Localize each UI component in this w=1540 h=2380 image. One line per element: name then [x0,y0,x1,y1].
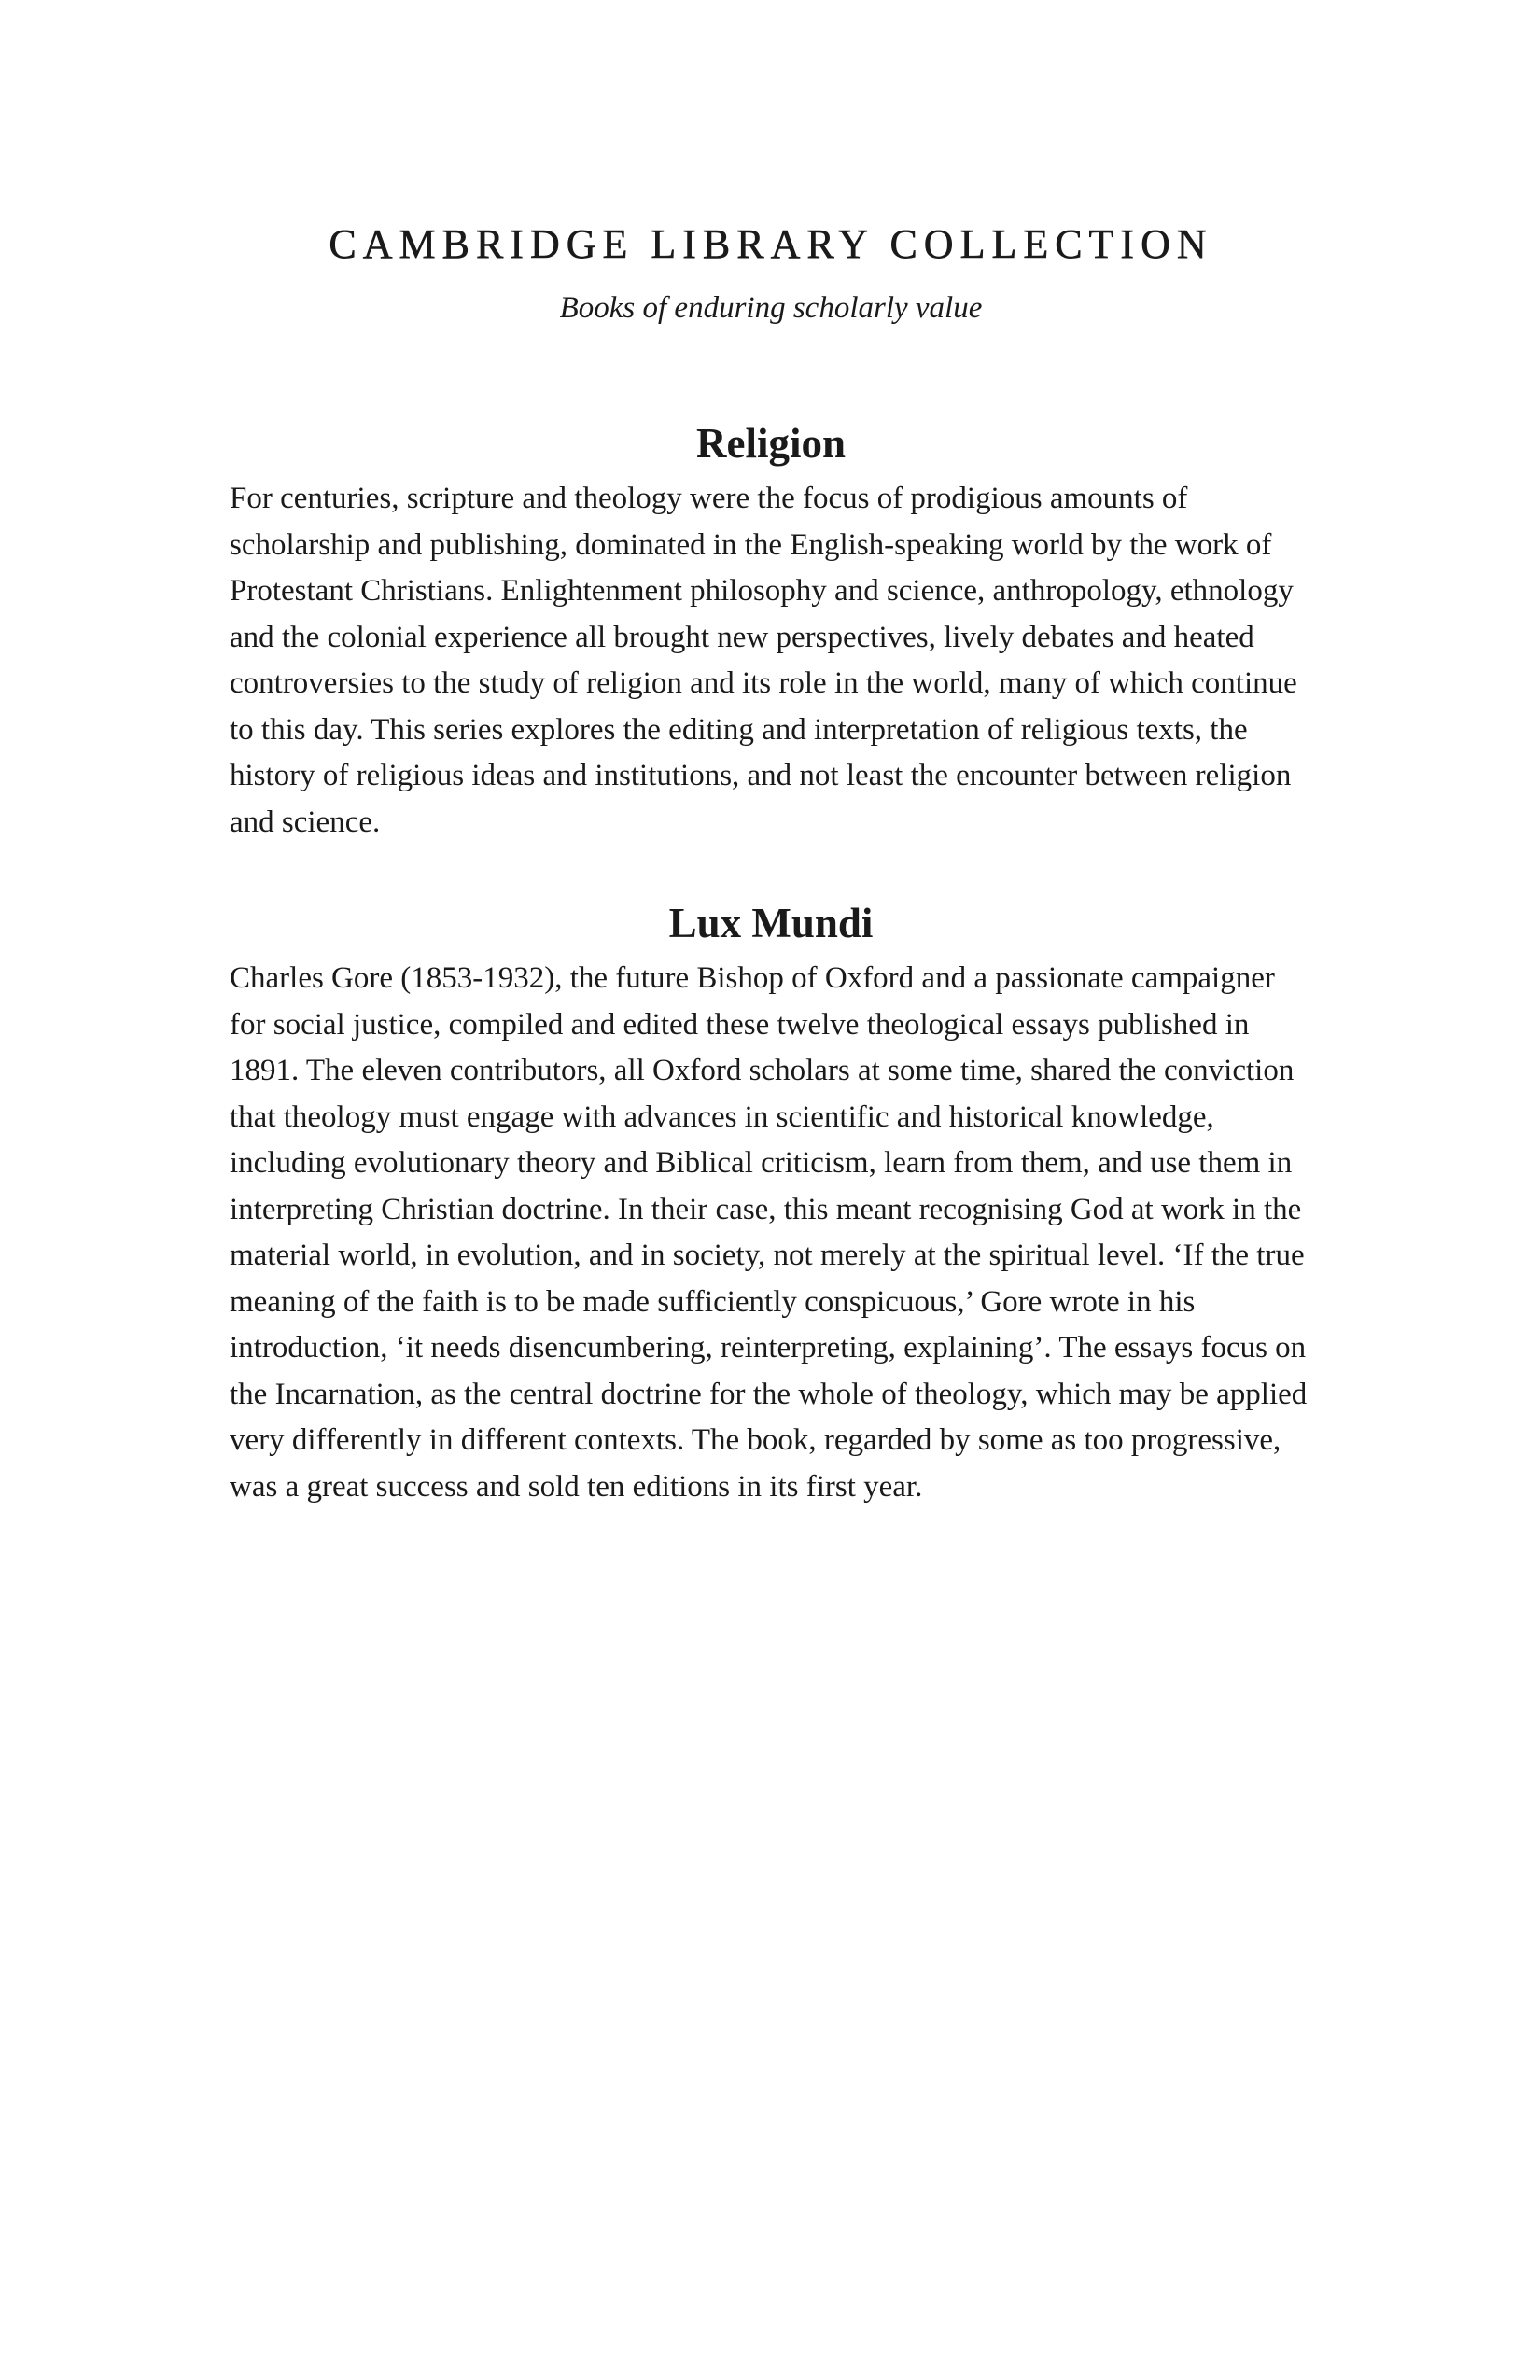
section-lux-mundi [230,898,1312,1510]
page-content [230,220,1312,1510]
section-religion [230,418,1312,846]
series-subtitle: Books of enduring scholarly value [559,290,983,325]
section-heading-lux-mundi: Lux Mundi [668,900,874,947]
section-body-lux-mundi: Charles Gore (1853-1932), the future Bishop of Oxford and a passionate campaigner for social justice, compiled and edited these twelve theological essays published in 1891. The eleven contributors, all Oxford scholars at some time, shared the conviction that theology must engage with advances in scientific and historical knowledge, including evolutionary theory and Biblical criticism, learn from them, and use them in interpreting Christian doctrine. In their case, this meant recognising God at work in the material world, in evolution, and in society, not merely at the spiritual level. ‘If the true meaning of the faith is to be made sufficiently conspicuous,’ Gore wrote in his introduction, ‘it needs disencumbering, reinterpreting, explaining’. The essays focus on the Incarnation, as the central doctrine for the whole of theology, which may be applied very differently in different contexts. The book, regarded by some as too progressive, was a great success and sold ten editions in its first year. [230,961,1308,1504]
section-body-religion: For centuries, scripture and theology were the focus of prodigious amounts of scholarship and publishing, dominated in the English-speaking world by the work of Protestant Christians. Enlightenment philosophy and science, anthropology, ethnology and the colonial experience all brought new perspectives, lively debates and heated controversies to the study of religion and its role in the world, many of which continue to this day. This series explores the editing and interpretation of religious texts, the history of religious ideas and institutions, and not least the encounter between religion and science. [230,482,1297,839]
section-heading-religion: Religion [695,420,846,468]
series-title: CAMBRIDGE LIBRARY COLLECTION [329,221,1213,267]
